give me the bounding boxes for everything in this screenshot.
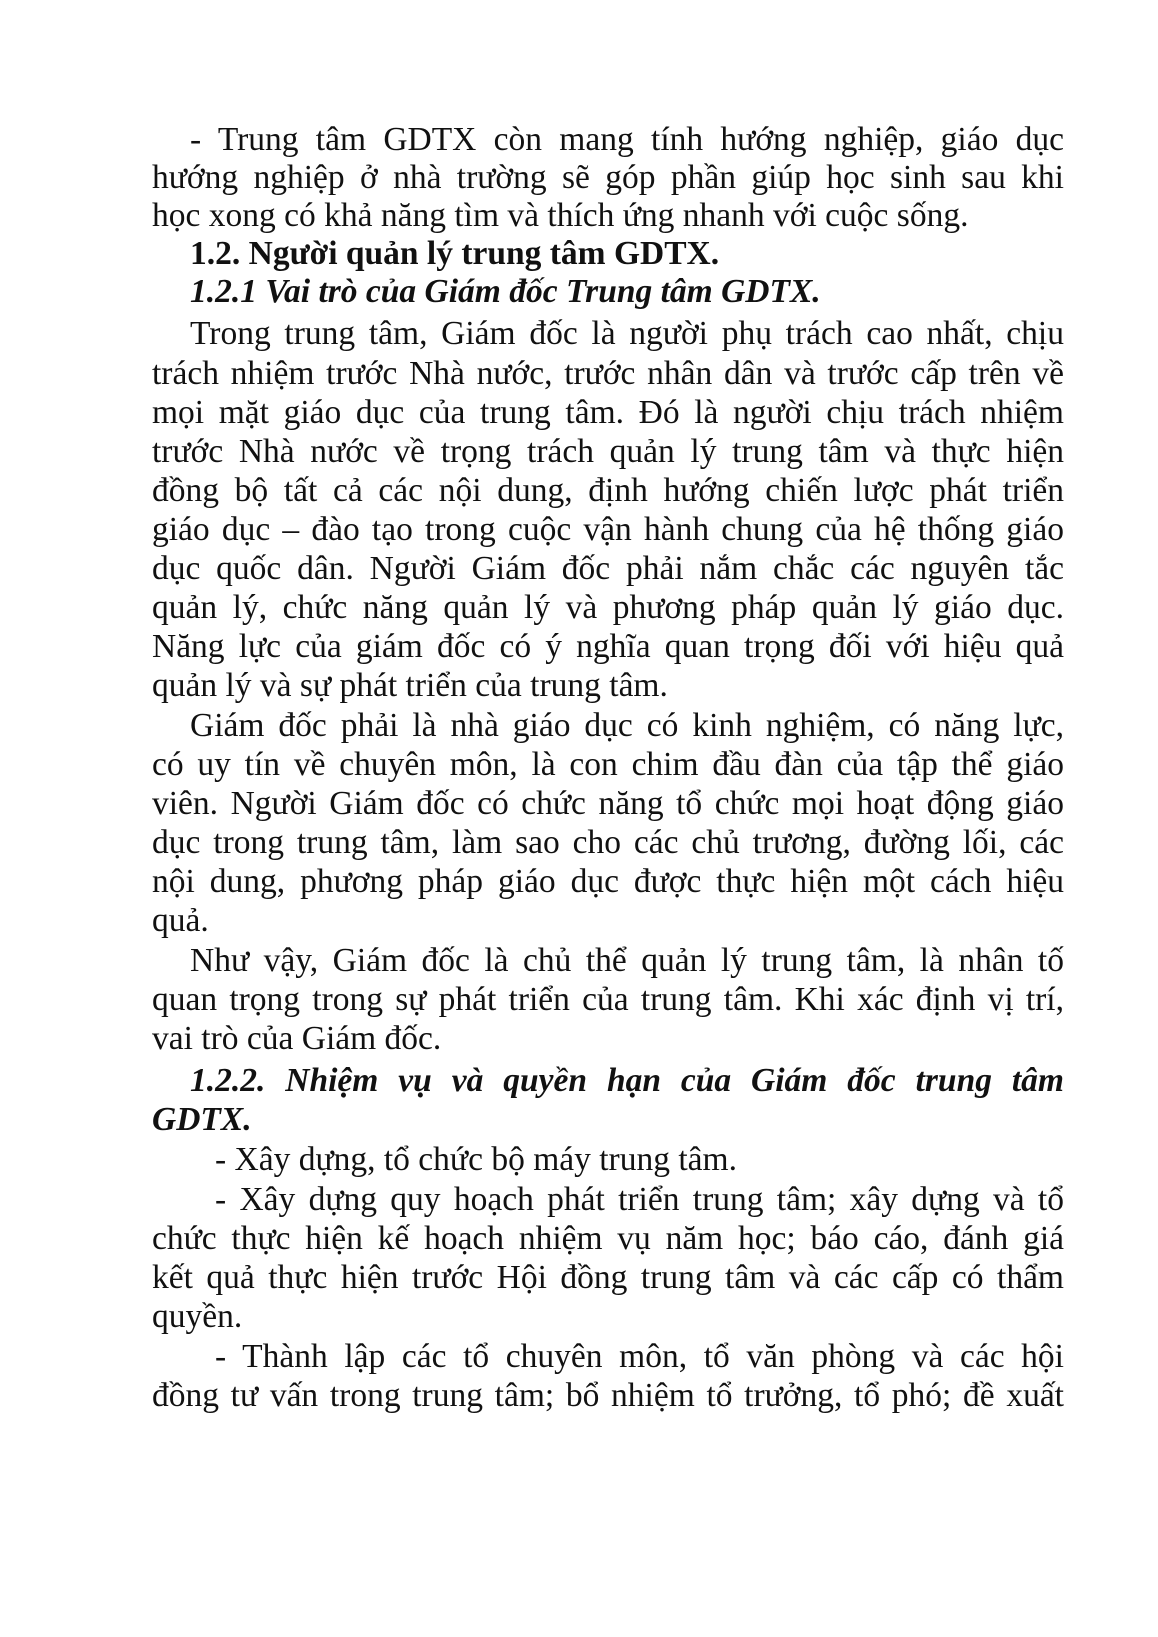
text-line: dục quốc dân. Người Giám đốc phải nắm chắc các nguyên tắc — [152, 550, 1064, 587]
text-line: viên. Người Giám đốc có chức năng tổ chức mọi hoạt động giáo — [152, 785, 1064, 822]
subsection-heading-cont: GDTX. — [152, 1101, 252, 1138]
list-item: - Xây dựng, tổ chức bộ máy trung tâm. — [215, 1141, 737, 1178]
text-line: đồng tư vấn trong trung tâm; bổ nhiệm tổ trưởng, tổ phó; đề xuất — [152, 1377, 1064, 1414]
text-line: đồng bộ tất cả các nội dung, định hướng chiến lược phát triển — [152, 472, 1064, 509]
text-line: trước Nhà nước về trọng trách quản lý trung tâm và thực hiện — [152, 433, 1064, 470]
text-line: Năng lực của giám đốc có ý nghĩa quan trọng đối với hiệu quả — [152, 628, 1064, 665]
text-line: quan trọng trong sự phát triển của trung tâm. Khi xác định vị trí, — [152, 981, 1064, 1018]
subsection-heading: 1.2.1 Vai trò của Giám đốc Trung tâm GDTX. — [190, 273, 821, 310]
section-heading: 1.2. Người quản lý trung tâm GDTX. — [190, 235, 720, 272]
text-line: - Trung tâm GDTX còn mang tính hướng nghiệp, giáo dục — [190, 121, 1064, 158]
text-line: hướng nghiệp ở nhà trường sẽ góp phần giúp học sinh sau khi — [152, 159, 1064, 196]
text-line: quả. — [152, 902, 209, 939]
text-line: Như vậy, Giám đốc là chủ thể quản lý trung tâm, là nhân tố — [190, 942, 1064, 979]
text-line: nội dung, phương pháp giáo dục được thực hiện một cách hiệu — [152, 863, 1064, 900]
text-line: quản lý và sự phát triển của trung tâm. — [152, 667, 668, 704]
text-line: quyền. — [152, 1298, 243, 1335]
text-line: Trong trung tâm, Giám đốc là người phụ trách cao nhất, chịu — [190, 315, 1064, 352]
subsection-heading: 1.2.2. Nhiệm vụ và quyền hạn của Giám đốc trung tâm — [190, 1062, 1064, 1099]
text-line: kết quả thực hiện trước Hội đồng trung tâm và các cấp có thẩm — [152, 1259, 1064, 1296]
text-line: vai trò của Giám đốc. — [152, 1020, 442, 1057]
text-line: có uy tín về chuyên môn, là con chim đầu đàn của tập thể giáo — [152, 746, 1064, 783]
text-line: mọi mặt giáo dục của trung tâm. Đó là người chịu trách nhiệm — [152, 394, 1064, 431]
text-line: giáo dục – đào tạo trong cuộc vận hành chung của hệ thống giáo — [152, 511, 1064, 548]
text-line: Giám đốc phải là nhà giáo dục có kinh nghiệm, có năng lực, — [190, 707, 1064, 744]
text-line: học xong có khả năng tìm và thích ứng nhanh với cuộc sống. — [152, 197, 969, 234]
text-line: trách nhiệm trước Nhà nước, trước nhân dân và trước cấp trên về — [152, 355, 1064, 392]
text-line: dục trong trung tâm, làm sao cho các chủ trương, đường lối, các — [152, 824, 1064, 861]
text-line: chức thực hiện kế hoạch nhiệm vụ năm học; báo cáo, đánh giá — [152, 1220, 1064, 1257]
list-item: - Thành lập các tổ chuyên môn, tổ văn phòng và các hội — [215, 1338, 1064, 1375]
list-item: - Xây dựng quy hoạch phát triển trung tâm; xây dựng và tổ — [215, 1181, 1064, 1218]
text-line: quản lý, chức năng quản lý và phương pháp quản lý giáo dục. — [152, 589, 1064, 626]
